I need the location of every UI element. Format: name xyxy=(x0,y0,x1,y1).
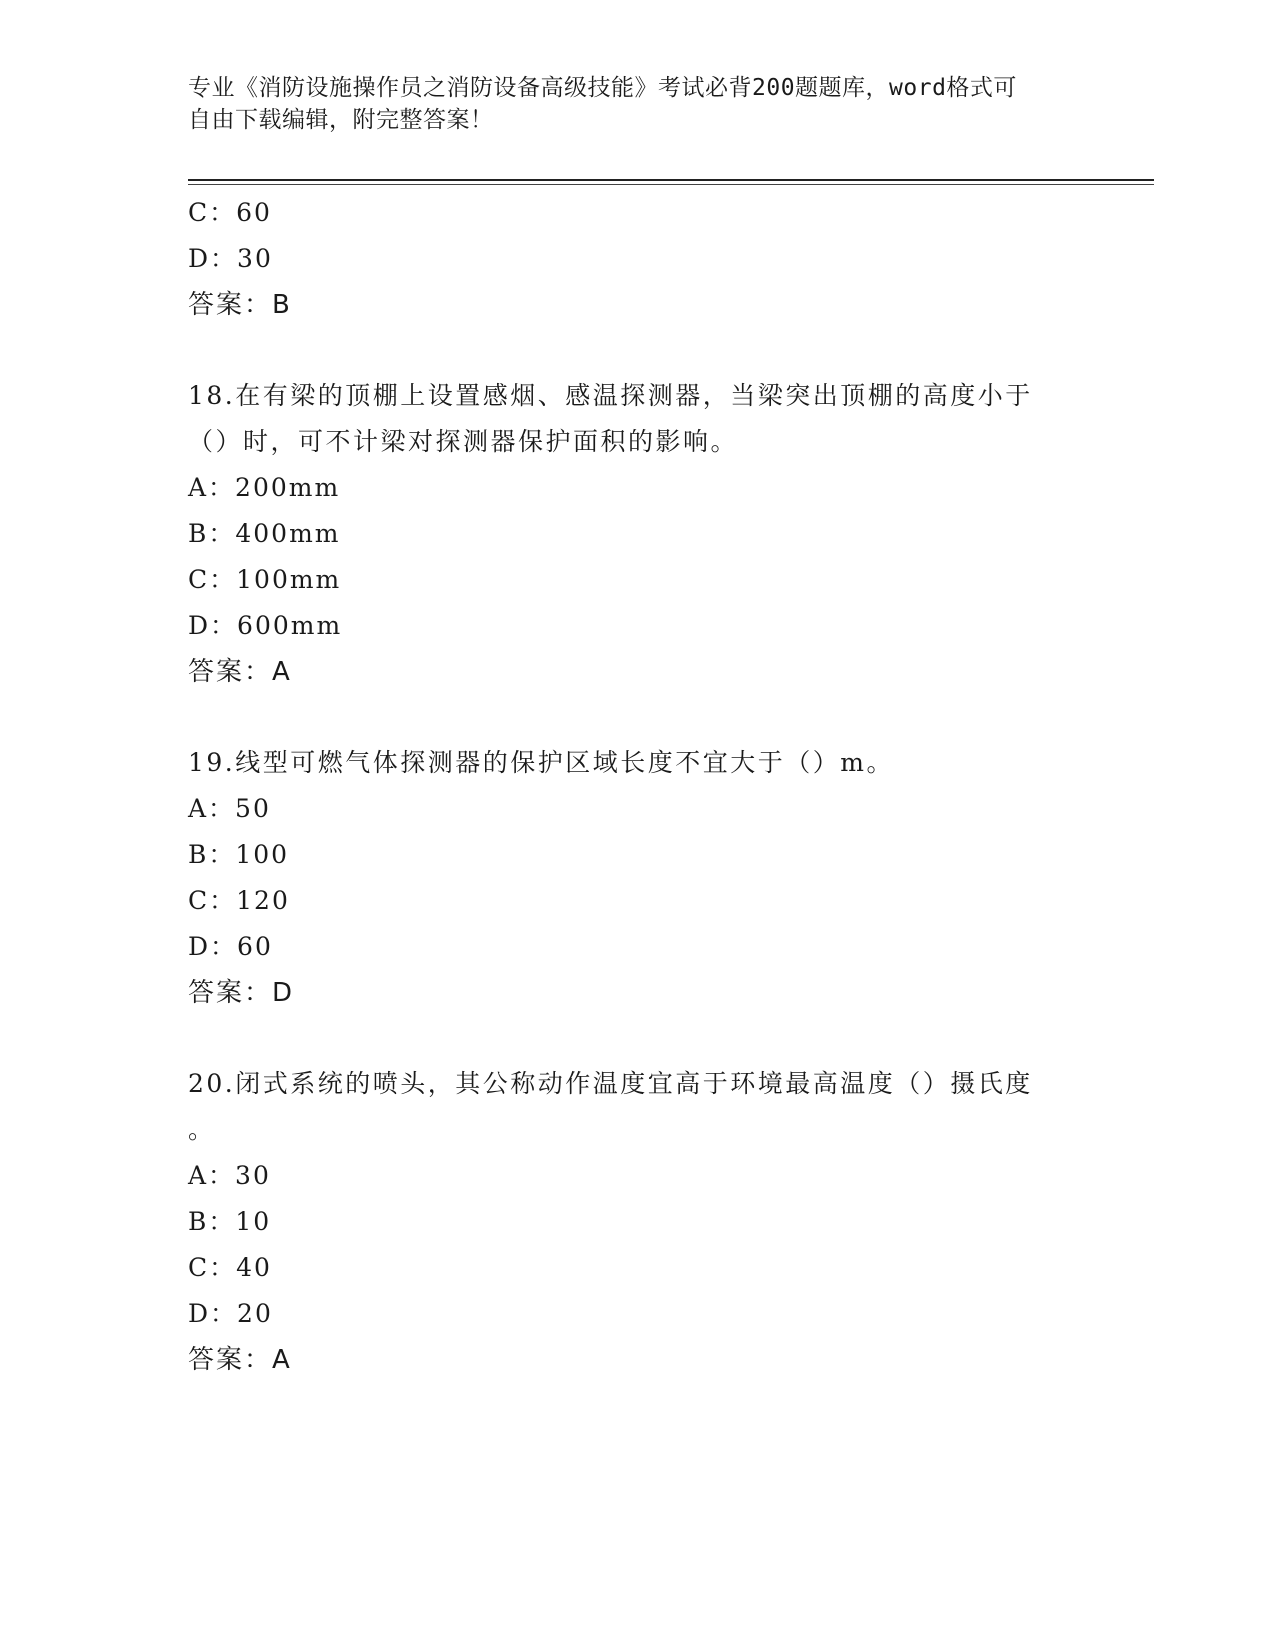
option-a: A：200mm xyxy=(188,473,341,502)
option-d: D：600mm xyxy=(188,611,343,640)
option-d: D：60 xyxy=(188,932,273,961)
spacer xyxy=(188,328,1088,373)
question-list xyxy=(188,190,1088,1383)
option-b: B：10 xyxy=(188,1207,272,1236)
option-b: B：100 xyxy=(188,840,290,869)
option-d: D：20 xyxy=(188,1299,273,1328)
option-a: A：50 xyxy=(188,794,271,823)
option-c: C：60 xyxy=(188,198,272,227)
spacer xyxy=(188,1016,1088,1061)
option-d: D：30 xyxy=(188,244,273,273)
question-stem: 18.在有梁的顶棚上设置感烟、感温探测器，当梁突出顶棚的高度小于 xyxy=(188,381,1033,410)
document-header xyxy=(188,72,1088,136)
option-c: C：100mm xyxy=(188,565,342,594)
question-stem: （）时，可不计梁对探测器保护面积的影响。 xyxy=(188,427,739,456)
question-block xyxy=(188,740,1088,1016)
question-block xyxy=(188,1061,1088,1383)
answer-line: 答案：A xyxy=(188,1345,292,1375)
question-block xyxy=(188,373,1088,695)
answer-line: 答案：A xyxy=(188,657,292,687)
answer-line: 答案：B xyxy=(188,290,292,320)
option-a: A：30 xyxy=(188,1161,271,1190)
question-stem: 20.闭式系统的喷头，其公称动作温度宜高于环境最高温度（）摄氏度 xyxy=(188,1069,1033,1098)
question-stem: 19.线型可燃气体探测器的保护区域长度不宜大于（）m。 xyxy=(188,748,894,777)
header-line-1: 专业《消防设施操作员之消防设备高级技能》考试必背200题题库，word格式可 xyxy=(188,75,1017,101)
spacer xyxy=(188,695,1088,740)
answer-line: 答案：D xyxy=(188,978,295,1008)
header-divider-thin xyxy=(188,184,1154,185)
header-line-2: 自由下载编辑，附完整答案！ xyxy=(188,107,494,133)
option-b: B：400mm xyxy=(188,519,341,548)
option-c: C：40 xyxy=(188,1253,272,1282)
question-stem: 。 xyxy=(188,1115,216,1144)
question-block xyxy=(188,190,1088,328)
header-divider xyxy=(188,179,1154,181)
option-c: C：120 xyxy=(188,886,290,915)
